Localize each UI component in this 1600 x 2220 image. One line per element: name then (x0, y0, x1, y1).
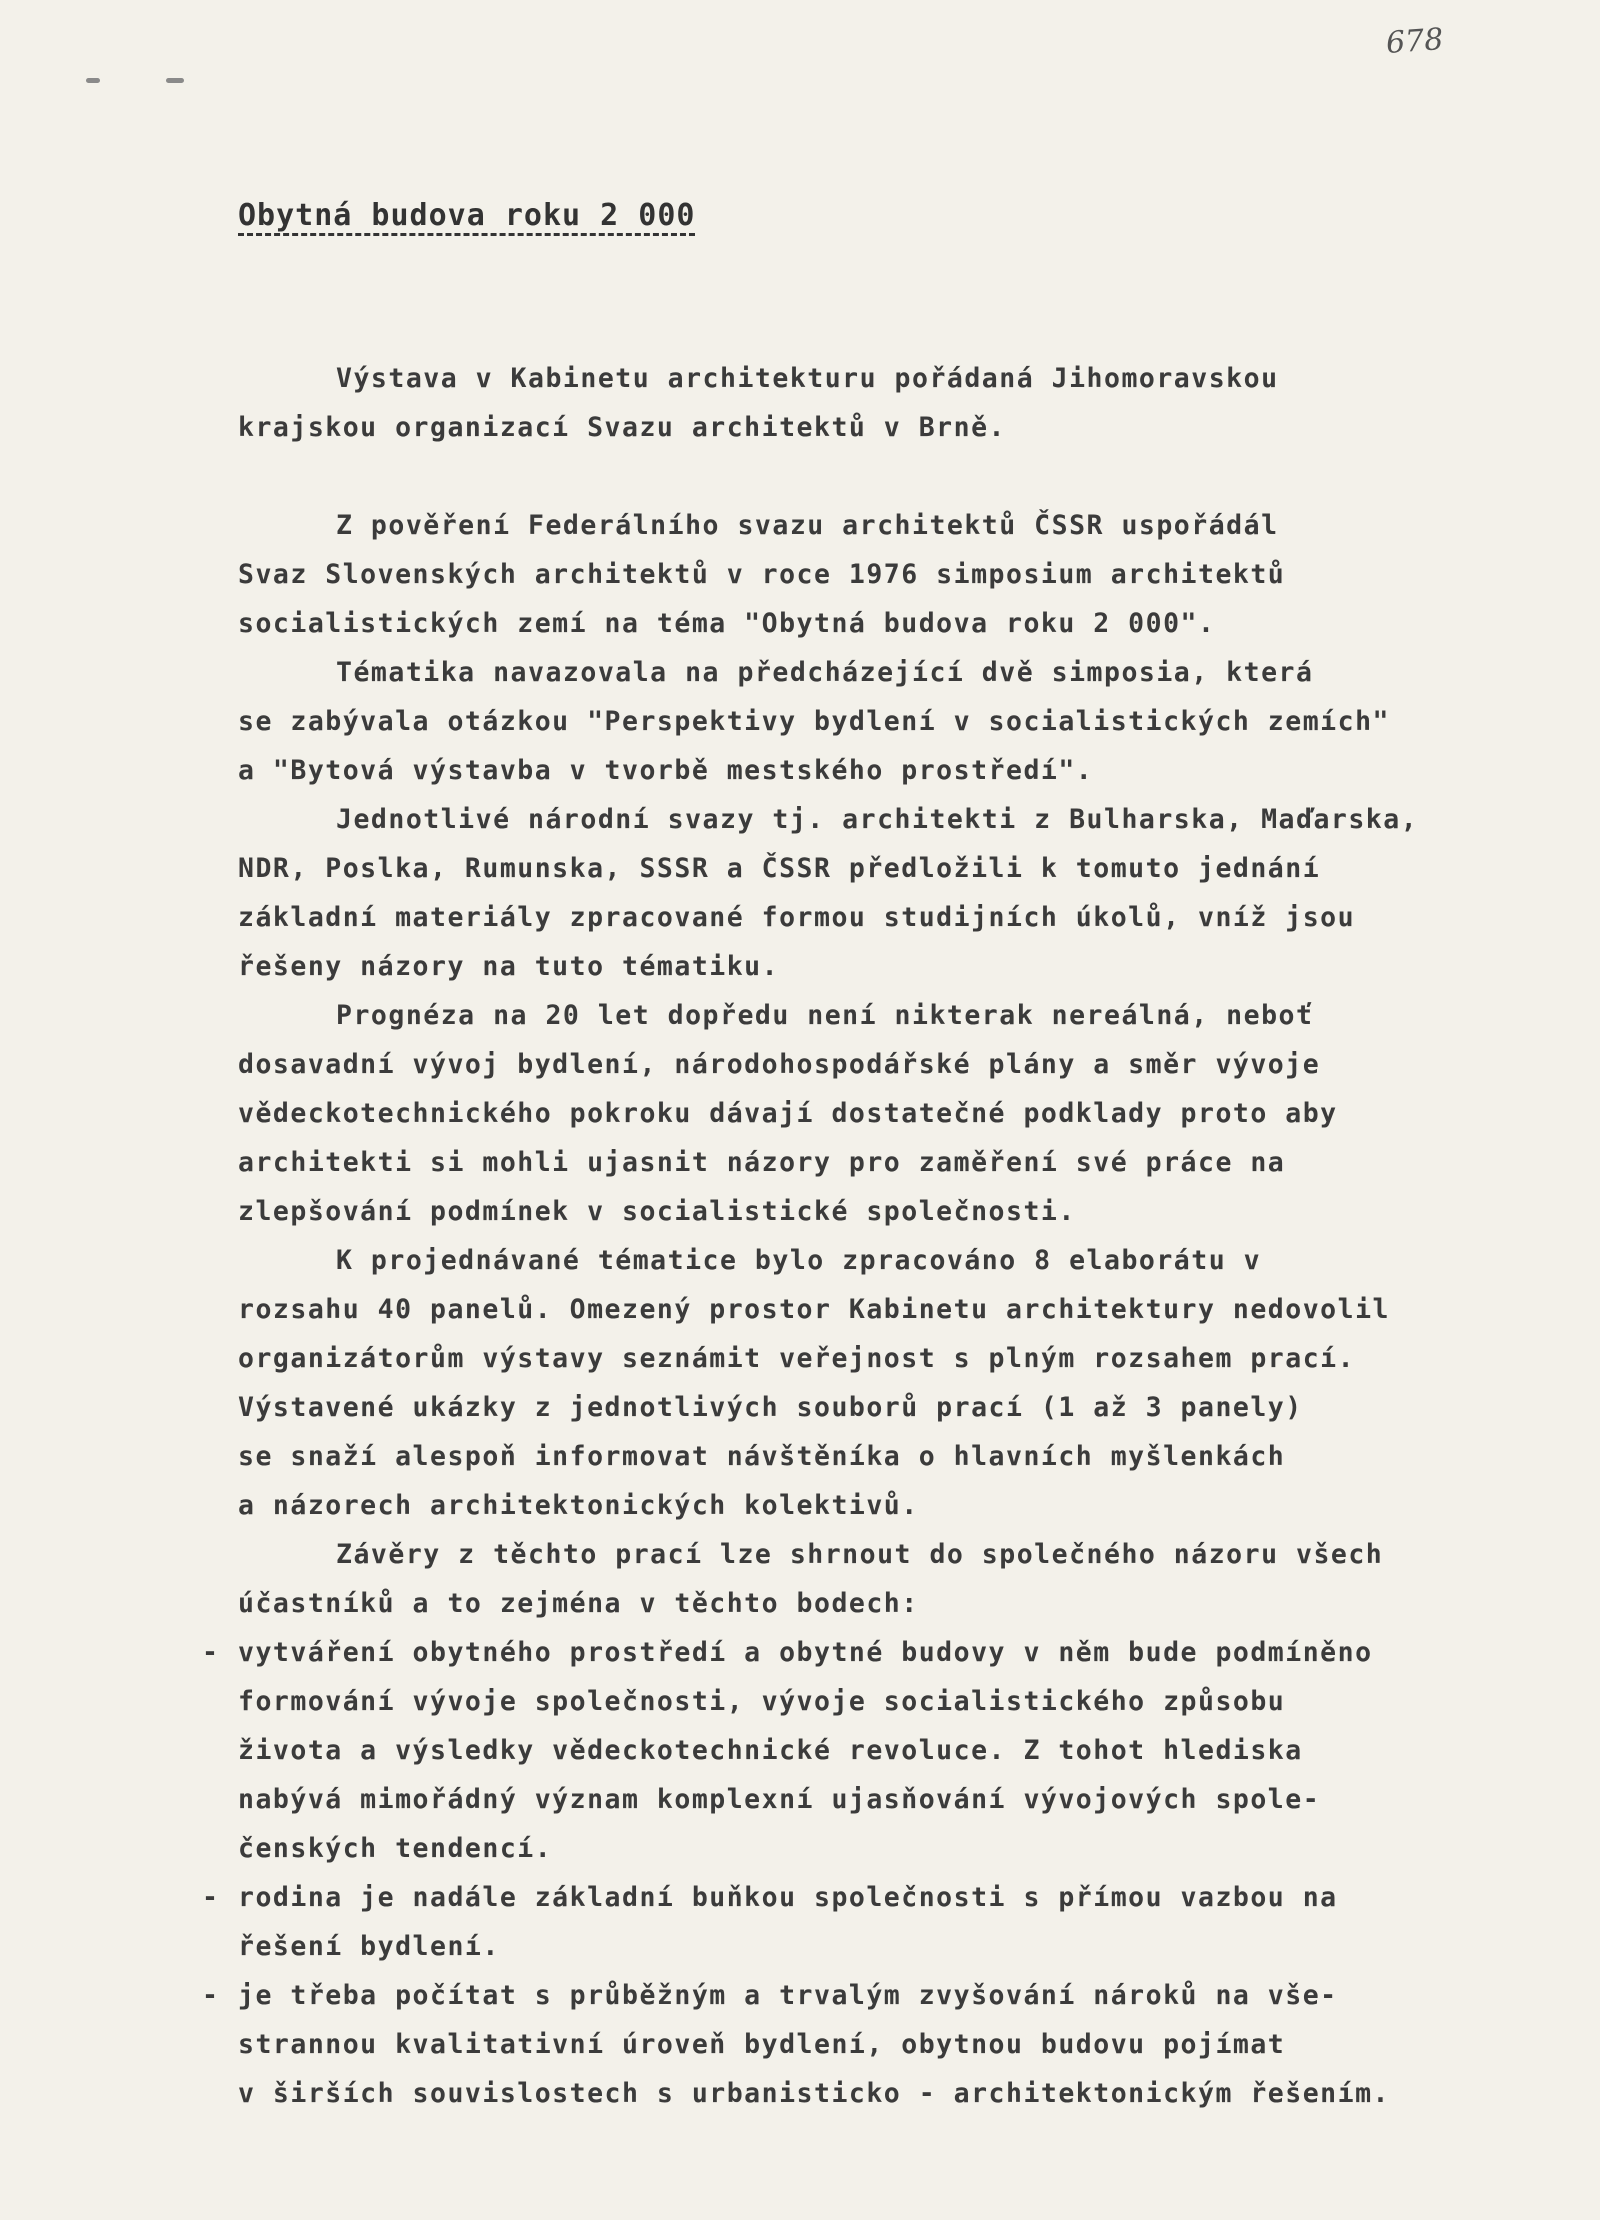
punch-mark (86, 78, 100, 83)
document-body (238, 354, 1588, 2118)
body-paragraph: Tématika navazovala na předcházející dvě simposia, která se zabývala otázkou "Perspektivy bydlení v socialistických zemích" a "Bytová výstavba v tvorbě mestského prostředí". (238, 657, 1390, 786)
body-paragraph: K projednávané tématice bylo zpracováno 8 elaborátu v rozsahu 40 panelů. Omezený prostor Kabinetu architektury nedovolil organizátorům výstavy seznámit veřejnost s plným rozsahem prací. Výstavené ukázky z jednotlivých souborů prací (1 až 3 panely) se snaží alespoň informovat návštěníka o hlavních myšlenkách a názorech architektonických kolektivů. (238, 1245, 1390, 1521)
intro-paragraph: Výstava v Kabinetu architekturu pořádaná Jihomoravskou krajskou organizací Svazu architektů v Brně. (238, 363, 1279, 443)
body-paragraph: Jednotlivé národní svazy tj. architekti z Bulharska, Maďarska, NDR, Poslka, Rumunska, SSSR a ČSSR předložili k tomuto jednání základní materiály zpracované formou studijních úkolů, vníž jsou řešeny názory na tuto tématiku. (238, 804, 1419, 982)
list-item: - je třeba počítat s průběžným a trvalým zvyšování nároků na vše- strannou kvalitativní úroveň bydlení, obytnou budovu pojímat v širších souvislostech s urbanisticko - architektonickým řešením. (202, 1971, 1588, 2118)
conclusion-list (238, 1628, 1588, 2118)
document-title: Obytná budova roku 2 000 (238, 198, 696, 233)
body-paragraph: Z pověření Federálního svazu architektů ČSSR uspořádál Svaz Slovenských architektů v roce 1976 simposium architektů socialistických zemí na téma "Obytná budova roku 2 000". (238, 510, 1286, 639)
list-item: - vytváření obytného prostředí a obytné budovy v něm bude podmíněno formování vývoje společnosti, vývoje socialistického způsobu života a výsledky vědeckotechnické revoluce. Z tohot hlediska nabývá mimořádný význam komplexní ujasňování vývojových spole- čenských tendencí. (202, 1628, 1588, 1873)
punch-mark (166, 78, 184, 83)
body-paragraph: Závěry z těchto prací lze shrnout do společného názoru všech účastníků a to zejména v těchto bodech: (238, 1539, 1384, 1619)
list-item: - rodina je nadále základní buňkou společnosti s přímou vazbou na řešení bydlení. (202, 1873, 1588, 1971)
page-number: 678 (1384, 22, 1445, 61)
body-paragraph: Prognéza na 20 let dopředu není nikterak nereálná, neboť dosavadní vývoj bydlení, národohospodářské plány a směr vývoje vědeckotechnického pokroku dávají dostatečné podklady proto aby architekti si mohli ujasnit názory pro zaměření své práce na zlepšování podmínek v socialistické společnosti. (238, 1000, 1338, 1227)
